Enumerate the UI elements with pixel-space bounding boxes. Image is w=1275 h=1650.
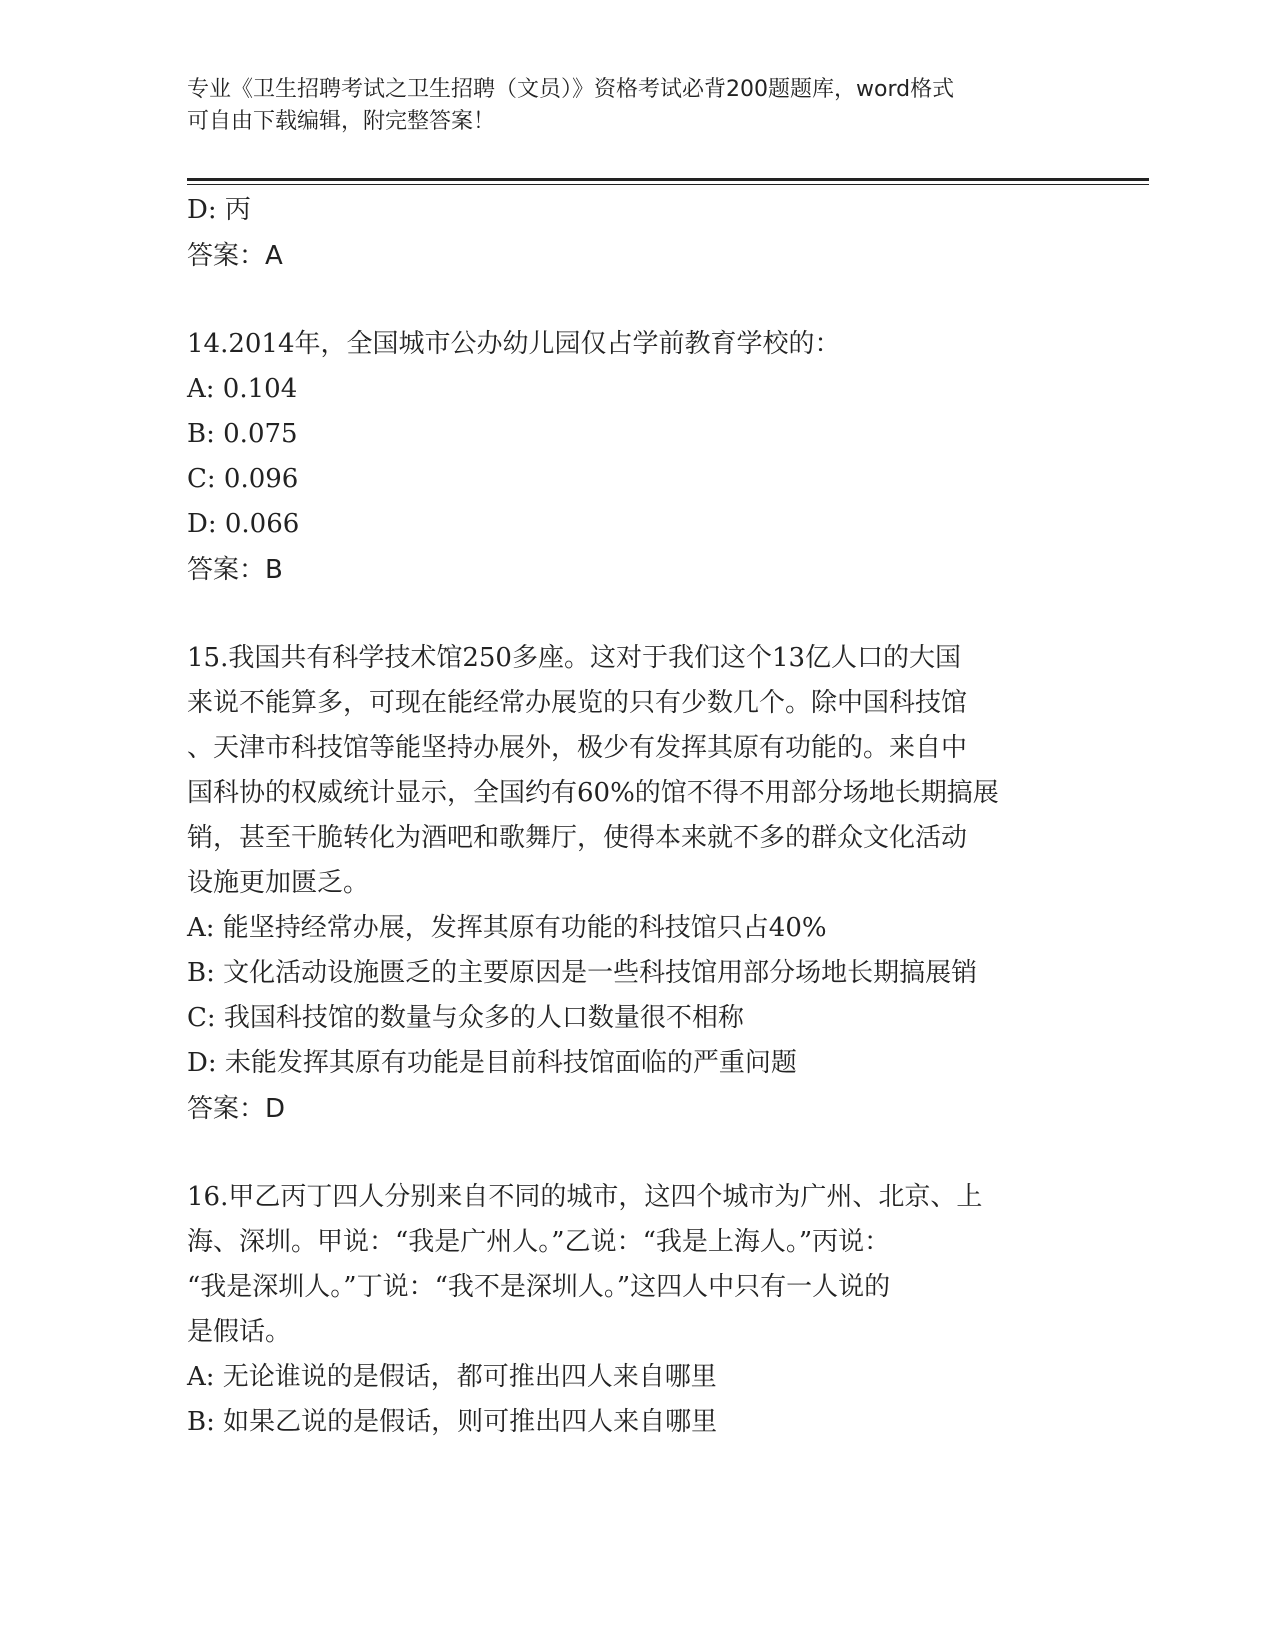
option-b: B: 如果乙说的是假话，则可推出四人来自哪里 (187, 1407, 718, 1437)
header-title-line-2: 可自由下载编辑，附完整答案！ (187, 109, 496, 134)
question-stem-line: 国科协的权威统计显示，全国约有60%的馆不得不用部分场地长期搞展 (187, 778, 999, 808)
spacer (187, 592, 1087, 636)
header-title-line-1: 专业《卫生招聘考试之卫生招聘（文员）》资格考试必背200题题库，word格式 (187, 77, 955, 102)
option-a: A: 能坚持经常办展，发挥其原有功能的科技馆只占40% (187, 913, 827, 943)
question-stem-line: 设施更加匮乏。 (187, 868, 370, 898)
question-stem-line: 15.我国共有科学技术馆250多座。这对于我们这个13亿人口的大国 (187, 643, 962, 673)
option-a: A: 无论谁说的是假话，都可推出四人来自哪里 (187, 1362, 717, 1392)
question-stem-line: 、天津市科技馆等能坚持办展外，极少有发挥其原有功能的。来自中 (187, 733, 968, 763)
spacer (187, 1131, 1087, 1175)
option-b: B: 文化活动设施匮乏的主要原因是一些科技馆用部分场地长期搞展销 (187, 958, 978, 988)
question-16 (187, 1175, 1087, 1445)
spacer (187, 278, 1087, 322)
question-stem-line: 销，甚至干脆转化为酒吧和歌舞厅，使得本来就不多的群众文化活动 (187, 823, 968, 853)
document-header (187, 74, 1067, 138)
question-stem-line: 16.甲乙丙丁四人分别来自不同的城市，这四个城市为广州、北京、上 (187, 1182, 983, 1212)
option-d: D: 未能发挥其原有功能是目前科技馆面临的严重问题 (187, 1048, 797, 1078)
question-stem-line: 14.2014年，全国城市公办幼儿园仅占学前教育学校的： (187, 329, 841, 359)
option-d: D: 0.066 (187, 509, 300, 539)
document-body (187, 188, 1087, 1445)
answer: 答案：B (187, 555, 283, 585)
header-divider-thick (187, 178, 1149, 181)
option-c: C: 我国科技馆的数量与众多的人口数量很不相称 (187, 1003, 744, 1033)
question-15 (187, 636, 1087, 1131)
question-stem-line: “我是深圳人。”丁说：“我不是深圳人。”这四人中只有一人说的 (187, 1272, 891, 1302)
question-stem-line: 来说不能算多，可现在能经常办展览的只有少数几个。除中国科技馆 (187, 688, 968, 718)
answer: 答案：D (187, 1094, 286, 1124)
option-c: C: 0.096 (187, 464, 299, 494)
option-b: B: 0.075 (187, 419, 298, 449)
header-divider-thin (187, 184, 1149, 185)
question-14 (187, 322, 1087, 592)
question-stem-line: 海、深圳。甲说：“我是广州人。”乙说：“我是上海人。”丙说： (187, 1227, 891, 1257)
option-a: A: 0.104 (187, 374, 298, 404)
question-stem-line: 是假话。 (187, 1317, 292, 1347)
answer-carryover: 答案：A (187, 241, 283, 271)
option-d-carryover: D: 丙 (187, 195, 251, 225)
